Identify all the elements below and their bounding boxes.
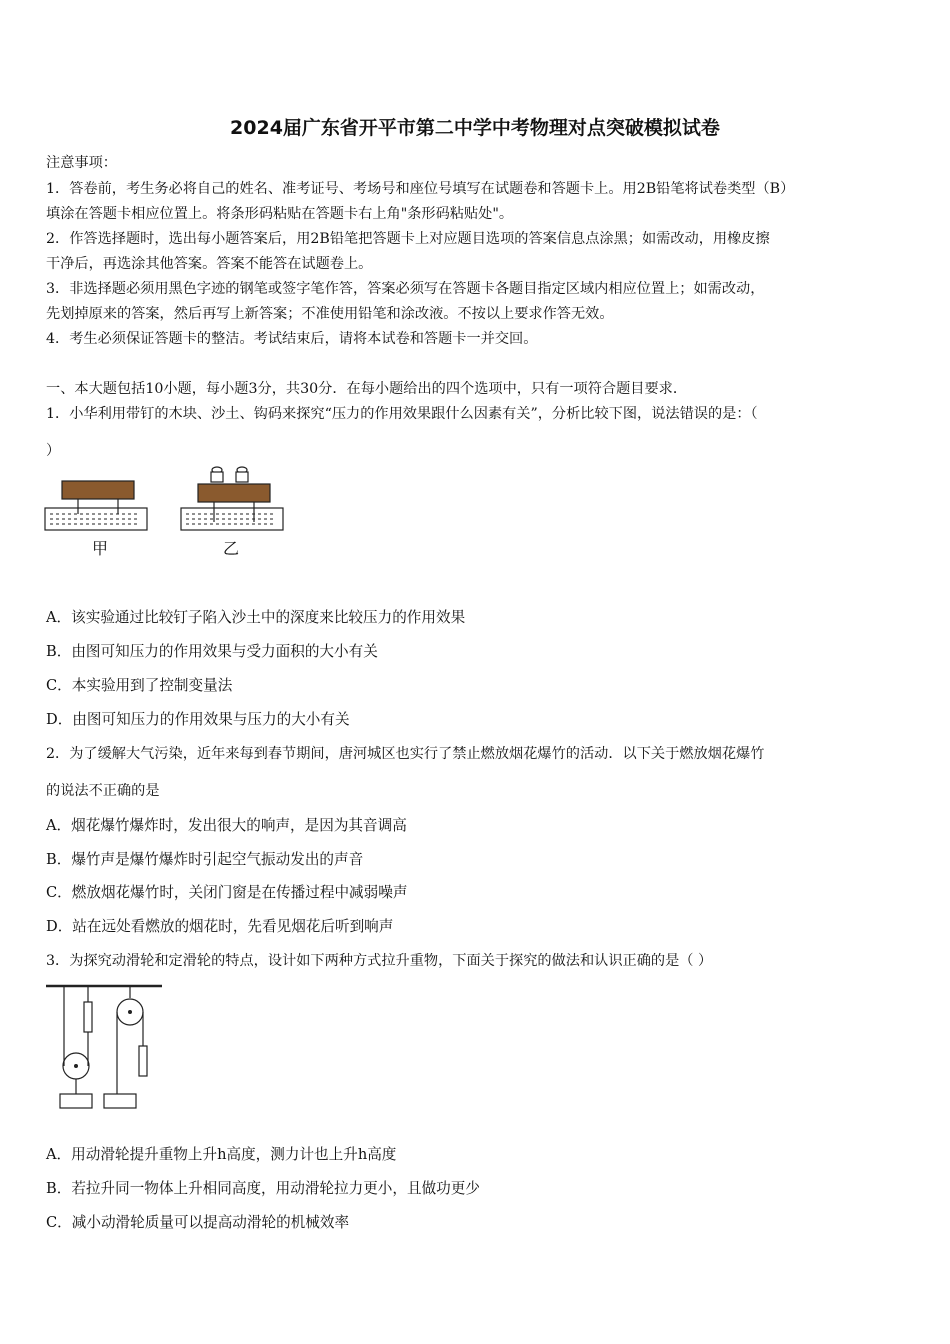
section-heading: 一、本大题包括10小题，每小题3分，共30分．在每小题给出的四个选项中，只有一项符合题目要求． — [46, 381, 688, 397]
q2-option-a: A．烟花爆竹爆炸时，发出很大的响声，是因为其音调高 — [46, 817, 407, 834]
q2-option-c: C．燃放烟花爆竹时，关闭门窗是在传播过程中减弱噪声 — [46, 884, 408, 901]
notice-line: 3．非选择题必须用黑色字迹的钢笔或签字笔作答，答案必须写在答题卡各题目指定区域内相应位置上；如需改动， — [46, 281, 765, 297]
q3-option-c: C．减小动滑轮质量可以提高动滑轮的机械效率 — [46, 1214, 350, 1231]
block-jia — [45, 481, 147, 530]
figure-label-yi: 乙 — [223, 539, 240, 558]
q1-figure — [40, 462, 290, 562]
q2-option-b: B．爆竹声是爆竹爆炸时引起空气振动发出的声音 — [46, 851, 364, 868]
notice-line: 填涂在答题卡相应位置上。将条形码粘贴在答题卡右上角"条形码粘贴处"。 — [46, 206, 514, 222]
q3-figure — [42, 982, 172, 1112]
q3-option-a: A．用动滑轮提升重物上升h高度，测力计也上升h高度 — [46, 1146, 397, 1163]
block-yi — [181, 467, 283, 530]
q1-option-c: C．本实验用到了控制变量法 — [46, 677, 233, 694]
notice-line: 1．答卷前，考生务必将自己的姓名、准考证号、考场号和座位号填写在试题卷和答题卡上。用2B铅笔将试卷类型（B） — [46, 181, 795, 197]
notice-heading: 注意事项： — [46, 155, 117, 171]
q1-option-d: D．由图可知压力的作用效果与压力的大小有关 — [46, 711, 350, 728]
q2-option-d: D．站在远处看燃放的烟花时，先看见烟花后听到响声 — [46, 918, 394, 935]
q2-stem-end: 的说法不正确的是 — [46, 783, 160, 799]
notice-line: 干净后，再选涂其他答案。答案不能答在试题卷上。 — [46, 256, 373, 272]
q3-option-b: B．若拉升同一物体上升相同高度，用动滑轮拉力更小，且做功更少 — [46, 1180, 480, 1197]
q1-option-b: B．由图可知压力的作用效果与受力面积的大小有关 — [46, 643, 378, 660]
q1-option-a: A．该实验通过比较钉子陷入沙土中的深度来比较压力的作用效果 — [46, 609, 466, 626]
notice-line: 4．考生必须保证答题卡的整洁。考试结束后，请将本试卷和答题卡一并交回。 — [46, 331, 538, 347]
notice-line: 2．作答选择题时，选出每小题答案后，用2B铅笔把答题卡上对应题目选项的答案信息点涂黑；如需改动，用橡皮擦 — [46, 231, 770, 247]
q1-stem-end: ） — [46, 443, 61, 459]
figure-label-jia: 甲 — [92, 539, 109, 558]
q1-stem: 1．小华利用带钉的木块、沙土、钩码来探究“压力的作用效果跟什么因素有关”，分析比较下图，说法错误的是：（ — [46, 406, 758, 422]
notice-line: 先划掉原来的答案，然后再写上新答案；不准使用铅笔和涂改液。不按以上要求作答无效。 — [46, 306, 614, 322]
q2-stem: 2．为了缓解大气污染，近年来每到春节期间，唐河城区也实行了禁止燃放烟花爆竹的活动．以下关于燃放烟花爆竹 — [46, 746, 765, 762]
page-title: 2024届广东省开平市第二中学中考物理对点突破模拟试卷 — [230, 117, 720, 139]
q3-stem: 3．为探究动滑轮和定滑轮的特点，设计如下两种方式拉升重物，下面关于探究的做法和认识正确的是（ ） — [46, 953, 713, 969]
